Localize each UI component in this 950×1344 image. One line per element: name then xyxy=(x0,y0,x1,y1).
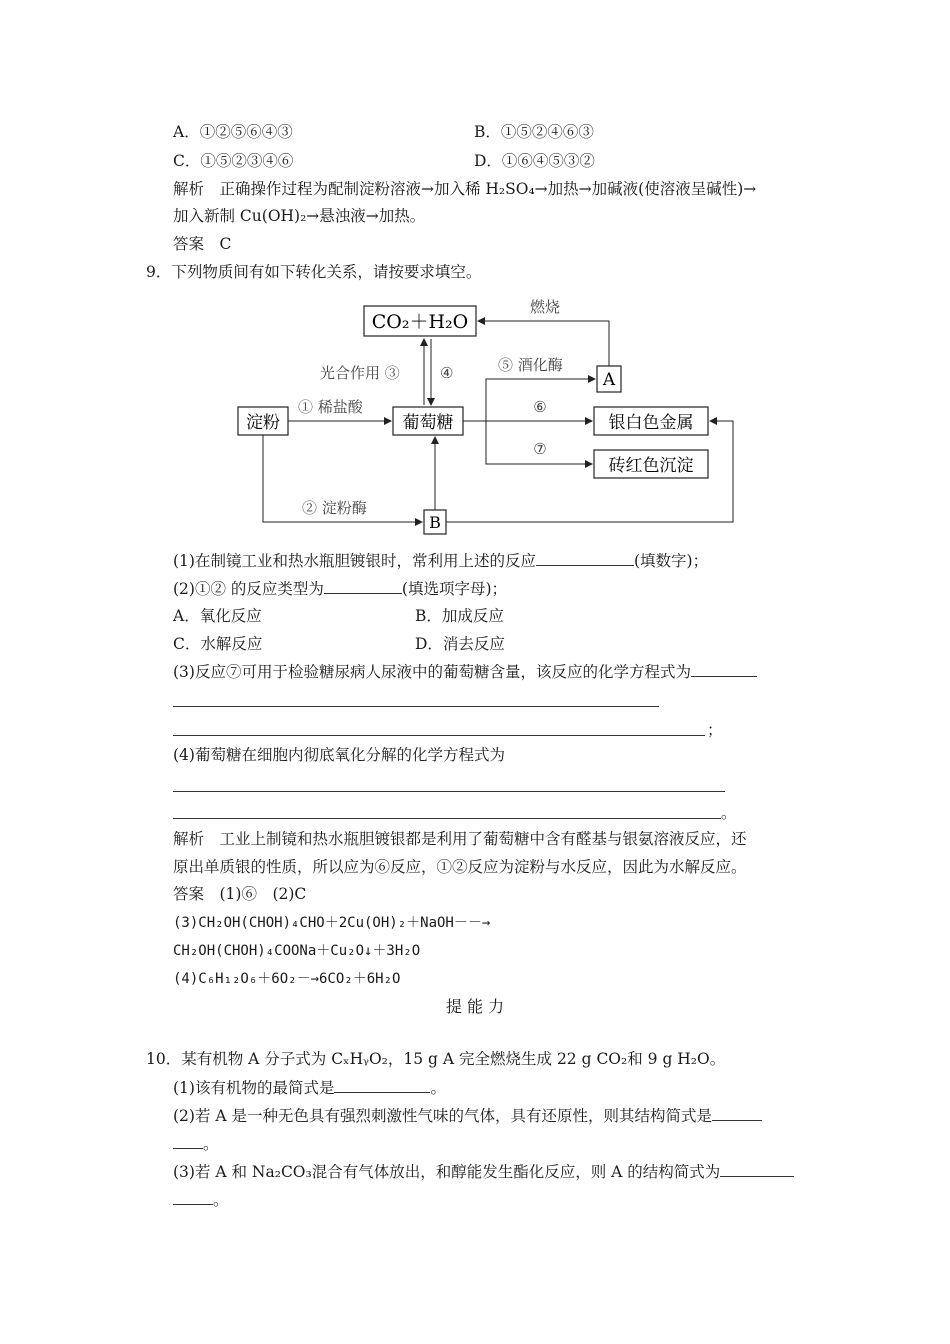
q9-analysis-line2: 原出单质银的性质，所以应为⑥反应，①②反应为淀粉与水反应，因此为水解反应。 xyxy=(173,858,747,876)
q10-part2-cont: 。 xyxy=(173,1134,219,1154)
label-brick-red: 砖红色沉淀 xyxy=(608,456,694,476)
q9-equation3-line2: CH₂OH(CHOH)₄COONa＋Cu₂O↓＋3H₂O xyxy=(173,943,421,959)
q9-part2: (2)①② 的反应类型为 (填选项字母)； xyxy=(173,580,507,598)
q9-part1-blank[interactable] xyxy=(536,551,634,566)
q9-option-c: C．水解反应 xyxy=(173,635,263,653)
q9-part3-line3[interactable] xyxy=(173,735,705,736)
q9-option-b: B．加成反应 xyxy=(415,607,504,625)
q8-analysis-line1: 解析 正确操作过程为配制淀粉溶液→加入稀 H₂SO₄→加热→加碱液(使溶液呈碱性)→ xyxy=(173,180,757,198)
label-one: ① 稀盐酸 xyxy=(298,398,363,416)
q9-equation3-line1: (3)CH₂OH(CHOH)₄CHO＋2Cu(OH)₂＋NaOH－－→ xyxy=(173,915,491,931)
q10-part2-blank2[interactable] xyxy=(173,1134,203,1149)
q9-part1: (1)在制镜工业和热水瓶胆镀银时，常利用上述的反应 (填数字)； xyxy=(173,552,709,570)
label-b: B xyxy=(429,513,441,532)
q10-part1-blank[interactable] xyxy=(334,1078,430,1093)
q9-part3: (3)反应⑦可用于检验糖尿病人尿液中的葡萄糖含量，该反应的化学方程式为 xyxy=(173,662,757,682)
q10-part3-cont: 。 xyxy=(173,1190,229,1210)
q10-part3-blank[interactable] xyxy=(720,1162,794,1177)
q9-option-a: A．氧化反应 xyxy=(173,607,262,625)
q8-answer: 答案 C xyxy=(173,235,232,253)
q9-part3-line2[interactable] xyxy=(173,706,659,707)
q10-part3-blank2[interactable] xyxy=(173,1190,213,1205)
label-burn: 燃烧 xyxy=(529,298,561,316)
q9-part4-line2[interactable] xyxy=(173,818,721,819)
q8-option-c: C．①⑤②③④⑥ xyxy=(173,152,294,170)
q9-option-d: D．消去反应 xyxy=(415,635,505,653)
q9-part4-end: 。 xyxy=(721,804,737,822)
q10-stem: 10．某有机物 A 分子式为 CₓHᵧO₂，15 g A 完全燃烧生成 22 g CO₂和 9 g H₂O。 xyxy=(146,1050,726,1068)
label-four: ④ xyxy=(440,364,454,382)
q8-option-b: B．①⑤②④⑥③ xyxy=(474,123,594,141)
q8-option-a: A．①②⑤⑥④③ xyxy=(173,123,293,141)
q9-part3-end: ； xyxy=(707,721,723,739)
q9-part3-blank[interactable] xyxy=(691,662,757,677)
q10-part1: (1)该有机物的最简式是 。 xyxy=(173,1079,446,1097)
conversion-diagram xyxy=(230,290,750,535)
label-co2-h2o: CO₂＋H₂O xyxy=(371,311,469,333)
q9-part4-line1[interactable] xyxy=(173,791,725,792)
q10-part2: (2)若 A 是一种无色具有强烈刺激性气味的气体，具有还原性，则其结构简式是 xyxy=(173,1106,762,1126)
label-five: ⑤ 酒化酶 xyxy=(498,356,563,374)
q8-option-d: D．①⑥④⑤③② xyxy=(474,152,595,170)
q9-part4: (4)葡萄糖在细胞内彻底氧化分解的化学方程式为 xyxy=(173,746,505,764)
section-heading: 提 能 力 xyxy=(445,997,505,1016)
label-starch: 淀粉 xyxy=(246,413,280,433)
q10-part2-blank[interactable] xyxy=(712,1106,762,1121)
label-a: A xyxy=(602,370,616,390)
q9-analysis-line1: 解析 工业上制镜和热水瓶胆镀银都是利用了葡萄糖中含有醛基与银氨溶液反应，还 xyxy=(173,830,747,848)
q8-analysis-line2: 加入新制 Cu(OH)₂→悬浊液→加热。 xyxy=(173,207,426,225)
label-six: ⑥ xyxy=(533,398,547,416)
label-two: ② 淀粉酶 xyxy=(302,499,367,517)
q10-part3: (3)若 A 和 Na₂CO₃混合有气体放出，和醇能发生酯化反应，则 A 的结构简式为 xyxy=(173,1162,794,1182)
label-glucose: 葡萄糖 xyxy=(402,413,454,433)
label-seven: ⑦ xyxy=(533,440,547,458)
q9-equation4: (4)C₆H₁₂O₆＋6O₂－→6CO₂＋6H₂O xyxy=(173,971,401,987)
q9-answer: 答案 (1)⑥ (2)C xyxy=(173,885,307,903)
label-photosynthesis: 光合作用 ③ xyxy=(320,364,400,382)
label-silver-metal: 银白色金属 xyxy=(608,413,694,433)
q9-stem: 9．下列物质间有如下转化关系，请按要求填空。 xyxy=(146,263,482,281)
q9-part2-blank[interactable] xyxy=(324,579,402,594)
